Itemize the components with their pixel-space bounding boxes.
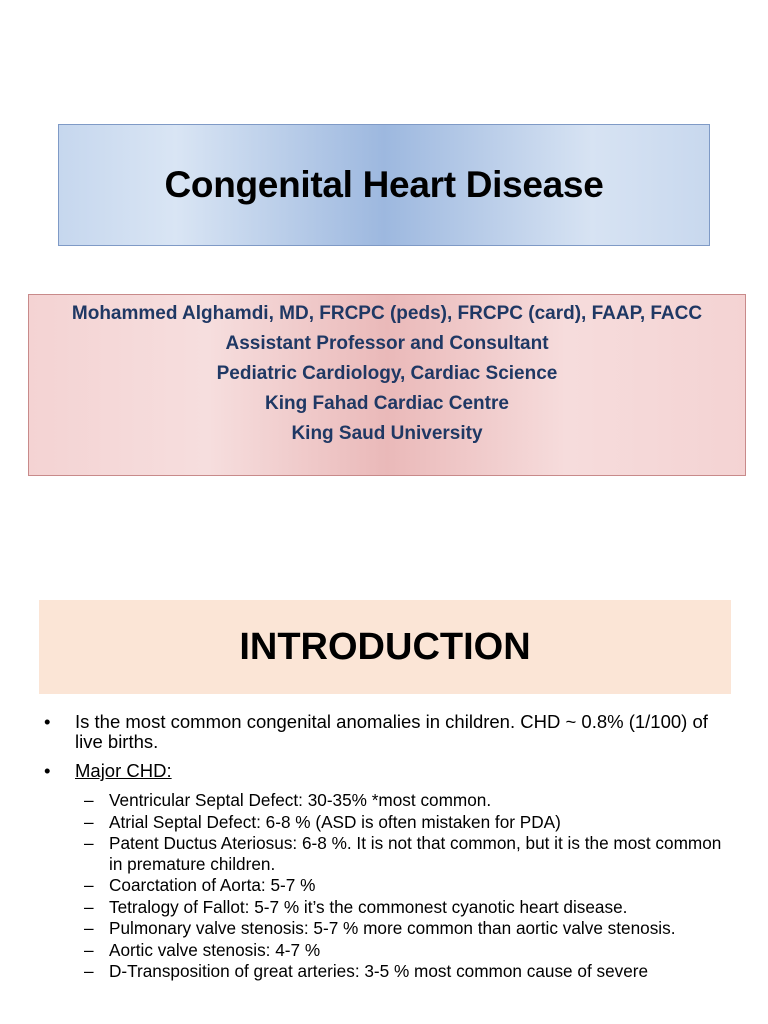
slide-content: [44, 712, 734, 983]
author-position: Assistant Professor and Consultant: [225, 333, 549, 354]
dash-mark: –: [84, 961, 94, 981]
sub-item-text: Aortic valve stenosis: 4-7 %: [109, 939, 321, 960]
slide-title: Congenital Heart Disease: [164, 164, 604, 205]
sub-item-text: Patent Ductus Ateriosus: 6-8 %. It is not that common, but it is the most common in premature children.: [109, 833, 722, 874]
sub-item: [44, 897, 734, 918]
sub-item: [44, 833, 734, 874]
bullet-mark: •: [44, 760, 51, 781]
dash-mark: –: [84, 939, 94, 960]
sub-item: [44, 875, 734, 896]
dash-mark: –: [84, 833, 94, 853]
section-heading: INTRODUCTION: [239, 625, 531, 668]
sub-item-text: D-Transposition of great arteries: 3-5 % most common cause of severe: [109, 961, 649, 981]
sub-item: [44, 790, 734, 811]
author-name: Mohammed Alghamdi, MD, FRCPC (peds), FRCPC (card), FAAP, FACC: [71, 303, 703, 324]
author-centre: King Fahad Cardiac Centre: [265, 393, 509, 414]
dash-mark: –: [84, 811, 94, 832]
bullet-text: Is the most common congenital anomalies in children. CHD ~ 0.8% (1/100) of live births.: [75, 711, 708, 752]
author-info-box: [28, 294, 746, 476]
sub-item: [44, 961, 734, 982]
section-heading-box: [39, 600, 731, 694]
bullet-item: [44, 761, 734, 781]
author-university: King Saud University: [291, 423, 483, 444]
bullet-mark: •: [44, 711, 51, 732]
dash-mark: –: [84, 790, 94, 810]
sub-item-text: Pulmonary valve stenosis: 5-7 % more common than aortic valve stenosis.: [109, 918, 676, 938]
bullet-item: [44, 712, 734, 752]
sub-item-text: Ventricular Septal Defect: 30-35% *most common.: [109, 790, 492, 810]
dash-mark: –: [84, 875, 94, 895]
sub-item-text: Tetralogy of Fallot: 5-7 % it’s the commonest cyanotic heart disease.: [109, 896, 628, 917]
author-department: Pediatric Cardiology, Cardiac Science: [216, 363, 558, 384]
dash-mark: –: [84, 896, 94, 917]
sub-item: [44, 940, 734, 961]
sub-item: [44, 812, 734, 833]
sub-item: [44, 918, 734, 939]
sub-item-text: Coarctation of Aorta: 5-7 %: [109, 875, 316, 895]
dash-mark: –: [84, 918, 94, 938]
bullet-text: Major CHD:: [75, 760, 172, 781]
slide-title-box: [58, 124, 710, 246]
sub-item-text: Atrial Septal Defect: 6-8 % (ASD is often mistaken for PDA): [109, 811, 561, 832]
